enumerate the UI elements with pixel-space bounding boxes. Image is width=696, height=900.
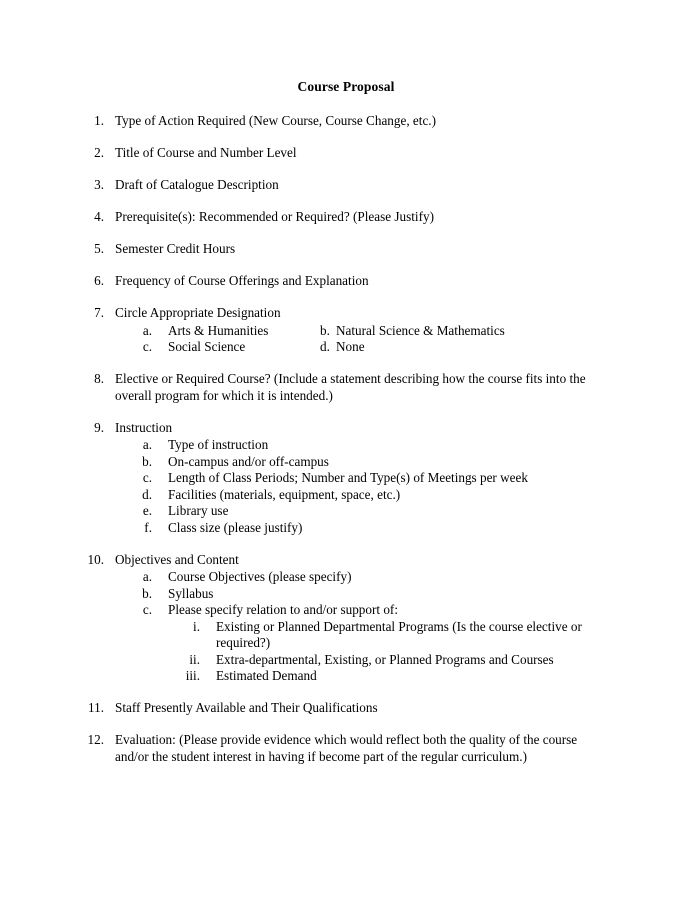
list-item-7 (82, 305, 610, 356)
option-label: Natural Science & Mathematics (336, 322, 505, 338)
designation-row (115, 339, 610, 356)
list-item-9 (82, 420, 610, 537)
item-text: Circle Appropriate Designation (115, 305, 281, 320)
item-number: 7. (94, 305, 104, 320)
sub-item-text: On-campus and/or off-campus (168, 453, 329, 469)
sub-item-marker: d. (142, 486, 152, 502)
list-item-5 (82, 241, 610, 258)
option-label: Social Science (168, 339, 246, 354)
designation-option-c[interactable] (115, 339, 320, 356)
sub-item-9c (115, 470, 610, 487)
subsub-item-marker: iii. (185, 668, 200, 683)
sub-item-marker: b. (142, 585, 152, 601)
objectives-support-list (115, 619, 610, 685)
item-number: 3. (94, 177, 104, 192)
designation-row (115, 323, 610, 340)
item-text: Elective or Required Course? (Include a statement describing how the course fits into the overall program for which it is intended.) (115, 371, 586, 403)
sub-item-marker: a. (142, 569, 152, 584)
item-text: Type of Action Required (New Course, Course Change, etc.) (115, 113, 436, 128)
sub-item-10c (115, 602, 610, 619)
sub-item-text: Length of Class Periods; Number and Type(s) of Meetings per week (168, 470, 528, 485)
sub-item-marker: f. (144, 519, 152, 535)
designation-option-b[interactable] (320, 323, 610, 340)
item-text: Evaluation: (Please provide evidence which would reflect both the quality of the course and/or the student interest in having if become part of the regular curriculum.) (115, 732, 578, 764)
sub-item-marker: a. (142, 437, 152, 452)
sub-item-text: Please specify relation to and/or support of: (168, 602, 398, 617)
list-item-11 (82, 700, 610, 717)
subsub-item-text: Extra-departmental, Existing, or Planned Programs and Courses (216, 651, 554, 667)
option-marker: b. (320, 322, 330, 338)
designation-option-a[interactable] (115, 323, 320, 340)
sub-item-text: Facilities (materials, equipment, space, etc.) (168, 486, 401, 502)
item-number: 8. (94, 371, 104, 386)
item-text: Draft of Catalogue Description (115, 177, 279, 192)
subsub-item-ii (115, 652, 610, 669)
sub-item-10a (115, 569, 610, 586)
item-number: 2. (94, 145, 104, 160)
sub-item-marker: c. (142, 602, 152, 617)
sub-item-9b (115, 454, 610, 471)
sub-item-text: Library use (168, 503, 229, 518)
list-item-3 (82, 177, 610, 194)
designation-option-d[interactable] (320, 339, 610, 356)
item-number: 10. (87, 551, 104, 567)
option-marker: c. (142, 339, 152, 354)
sub-item-10b (115, 586, 610, 603)
item-text: Staff Presently Available and Their Qualifications (115, 700, 378, 715)
subsub-item-text: Existing or Planned Departmental Programs (Is the course elective or required?) (216, 618, 582, 650)
item-text: Objectives and Content (115, 551, 239, 567)
subsub-item-iii (115, 668, 610, 685)
objectives-sublist (115, 569, 610, 619)
list-item-2 (82, 145, 610, 162)
subsub-item-marker: i. (193, 618, 200, 634)
option-label: None (336, 339, 365, 354)
sub-item-marker: e. (142, 503, 152, 518)
sub-item-9f (115, 520, 610, 537)
item-number: 6. (94, 273, 104, 288)
item-number: 12. (87, 732, 104, 747)
page-title: Course Proposal (297, 79, 395, 94)
sub-item-text: Course Objectives (please specify) (168, 569, 352, 584)
item-text: Prerequisite(s): Recommended or Required? (Please Justify) (115, 209, 434, 224)
item-number: 9. (94, 419, 104, 435)
subsub-item-text: Estimated Demand (216, 668, 317, 683)
sub-item-text: Type of instruction (168, 437, 269, 452)
item-text: Instruction (115, 419, 173, 435)
proposal-item-list (82, 113, 610, 765)
sub-item-text: Syllabus (168, 585, 214, 601)
item-number: 4. (94, 209, 104, 224)
list-item-1 (82, 113, 610, 130)
list-item-12 (82, 732, 610, 765)
sub-item-9e (115, 503, 610, 520)
sub-item-marker: c. (142, 470, 152, 485)
list-item-10 (82, 552, 610, 685)
subsub-item-i (115, 619, 610, 652)
option-marker: d. (320, 339, 330, 354)
item-number: 5. (94, 241, 104, 256)
instruction-sublist (115, 437, 610, 536)
designation-options (115, 323, 610, 356)
list-item-6 (82, 273, 610, 290)
option-label: Arts & Humanities (168, 322, 269, 338)
list-item-8 (82, 371, 610, 404)
sub-item-text: Class size (please justify) (168, 519, 303, 535)
item-text: Semester Credit Hours (115, 241, 236, 256)
sub-item-9a (115, 437, 610, 454)
sub-item-marker: b. (142, 453, 152, 469)
item-text: Title of Course and Number Level (115, 145, 297, 160)
sub-item-9d (115, 487, 610, 504)
item-text: Frequency of Course Offerings and Explanation (115, 273, 369, 288)
option-marker: a. (142, 322, 152, 338)
subsub-item-marker: ii. (189, 651, 200, 667)
item-number: 1. (94, 113, 104, 128)
list-item-4 (82, 209, 610, 226)
item-number: 11. (88, 700, 104, 715)
